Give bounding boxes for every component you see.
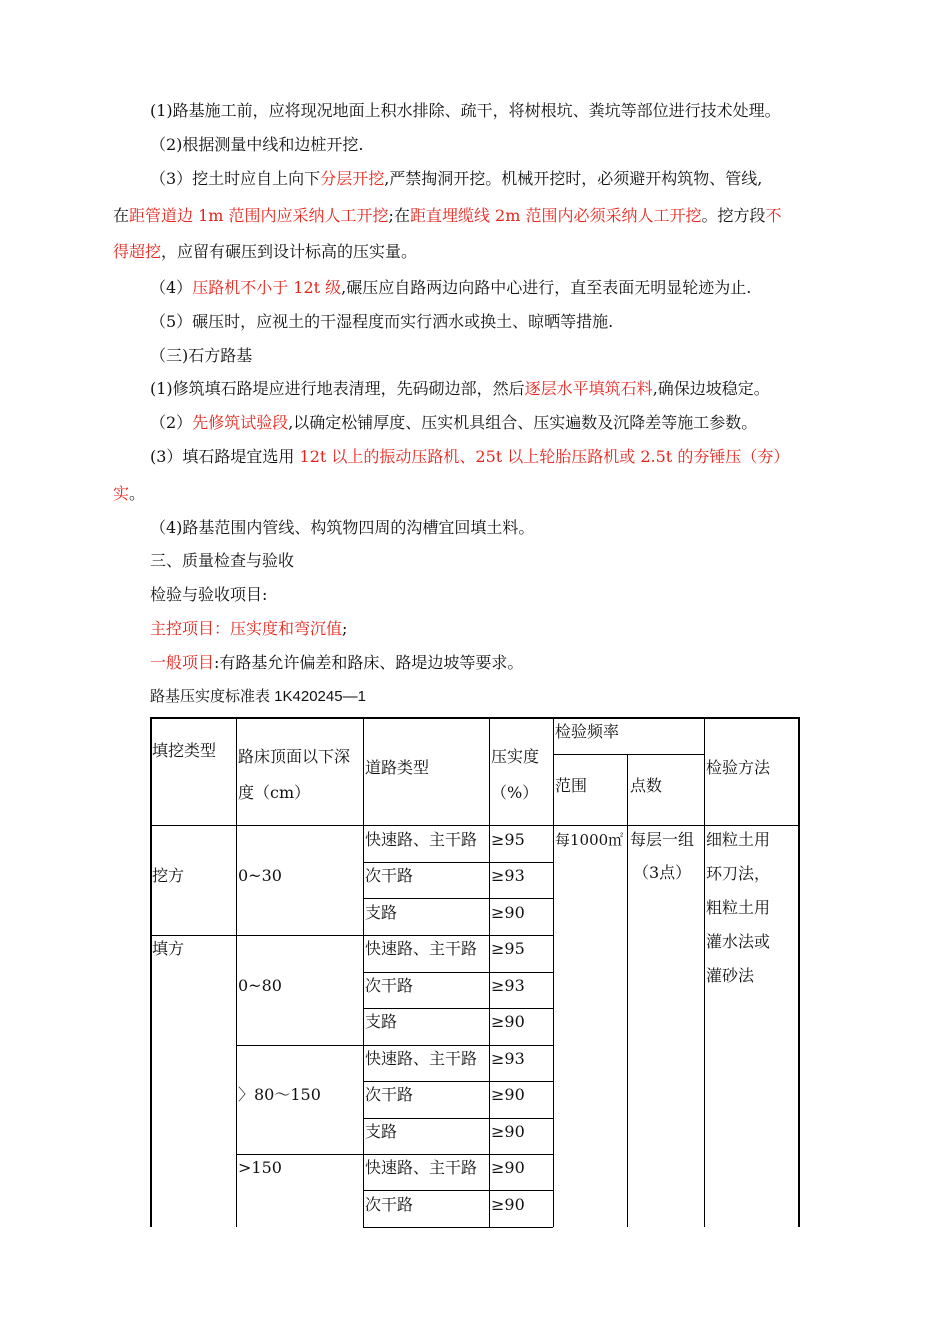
compaction-cell: ≥90 — [491, 1122, 525, 1141]
range-value: 每1000㎡ — [555, 831, 624, 849]
road-type-cell: 快速路、主干路 — [365, 939, 478, 958]
points-value-line1: 每层一组 — [630, 830, 695, 849]
table-caption: 路基压实度标准表 1K420245—1 — [150, 688, 366, 705]
compaction-cell: ≥90 — [491, 1158, 525, 1177]
method-line: 灌水法或 — [706, 932, 771, 951]
type-cut: 挖方 — [152, 866, 185, 885]
method-line: 细粒土用 — [706, 830, 771, 849]
points-value-line2: （3点） — [633, 863, 692, 882]
road-type-cell: 支路 — [365, 1122, 398, 1141]
compaction-cell: ≥90 — [491, 903, 525, 922]
paragraph-3-line1: （3）挖土时应自上向下分层开挖,严禁掏洞开挖。机械开挖时，必须避开构筑物、管线, — [150, 169, 763, 188]
compaction-cell: ≥95 — [491, 939, 525, 958]
road-type-cell: 支路 — [365, 903, 398, 922]
compaction-cell: ≥93 — [491, 1049, 525, 1068]
depth-value: 0~30 — [238, 866, 282, 885]
header-fill-cut-type: 填挖类型 — [152, 741, 217, 760]
type-fill: 填方 — [152, 939, 185, 958]
header-road-type: 道路类型 — [365, 758, 430, 777]
compaction-cell: ≥93 — [491, 866, 525, 885]
depth-value: >150 — [238, 1158, 282, 1177]
paragraph-3-line2: 在距管道边 1m 范围内应采纳人工开挖;在距直埋缆线 2m 范围内必须采纳人工开挖。挖方段不 — [113, 206, 782, 225]
stone-item-4: （4)路基范围内管线、构筑物四周的沟槽宜回填土料。 — [150, 518, 535, 537]
road-type-cell: 快速路、主干路 — [365, 1049, 478, 1068]
stone-item-3-line1: (3）填石路堤宜选用 12t 以上的振动压路机、25t 以上轮胎压路机或 2.5t 的夯锤压（夯） — [150, 447, 790, 466]
compaction-cell: ≥90 — [491, 1085, 525, 1104]
compaction-cell: ≥90 — [491, 1012, 525, 1031]
main-control-items: 主控项目：压实度和弯沉值; — [150, 619, 348, 638]
method-line: 粗粒土用 — [706, 898, 771, 917]
road-type-cell: 支路 — [365, 1012, 398, 1031]
road-type-cell: 次干路 — [365, 866, 414, 885]
paragraph-3-line3: 得超挖，应留有碾压到设计标高的压实量。 — [113, 242, 418, 261]
method-line: 环刀法， — [706, 864, 771, 883]
road-type-cell: 快速路、主干路 — [365, 1158, 478, 1177]
method-line: 灌砂法 — [706, 966, 755, 985]
compaction-cell: ≥93 — [491, 976, 525, 995]
road-type-cell: 次干路 — [365, 1085, 414, 1104]
stone-item-2: （2）先修筑试验段,以确定松铺厚度、压实机具组合、压实遍数及沉降差等施工参数。 — [150, 413, 758, 432]
paragraph-2: （2)根据测量中线和边桩开挖. — [150, 135, 364, 154]
header-range: 范围 — [555, 776, 588, 795]
compaction-standard-table — [150, 717, 800, 1227]
quality-heading: 三、质量检查与验收 — [150, 551, 295, 570]
header-inspection-method: 检验方法 — [706, 758, 771, 777]
stone-item-1: (1)修筑填石路堤应进行地表清理，先码砌边部，然后逐层水平填筑石料,确保边坡稳定。 — [150, 379, 770, 398]
compaction-cell: ≥95 — [491, 830, 525, 849]
depth-value: 〉80～150 — [238, 1085, 321, 1104]
depth-value: 0~80 — [238, 976, 282, 995]
compaction-cell: ≥90 — [491, 1195, 525, 1214]
road-type-cell: 次干路 — [365, 1195, 414, 1214]
paragraph-5: （5）碾压时，应视土的干湿程度而实行洒水或换土、晾晒等措施. — [150, 312, 614, 331]
paragraph-4: （4）压路机不小于 12t 级,碾压应自路两边向路中心进行，直至表面无明显轮迹为止. — [150, 278, 752, 297]
general-items: 一般项目:有路基允许偏差和路床、路堤边坡等要求。 — [150, 653, 524, 672]
section-heading-stone: （三)石方路基 — [150, 346, 253, 365]
header-points: 点数 — [630, 776, 663, 795]
inspection-items-label: 检验与验收项目: — [150, 585, 268, 604]
header-inspection-frequency: 检验频率 — [555, 722, 620, 741]
stone-item-3-line2: 实。 — [113, 484, 146, 503]
header-depth: 路床顶面以下深度（cm） — [238, 747, 351, 802]
road-type-cell: 次干路 — [365, 976, 414, 995]
road-type-cell: 快速路、主干路 — [365, 830, 478, 849]
header-compaction: 压实度（%） — [491, 747, 540, 802]
paragraph-1: (1)路基施工前，应将现况地面上积水排除、疏干，将树根坑、粪坑等部位进行技术处理。 — [150, 101, 781, 120]
